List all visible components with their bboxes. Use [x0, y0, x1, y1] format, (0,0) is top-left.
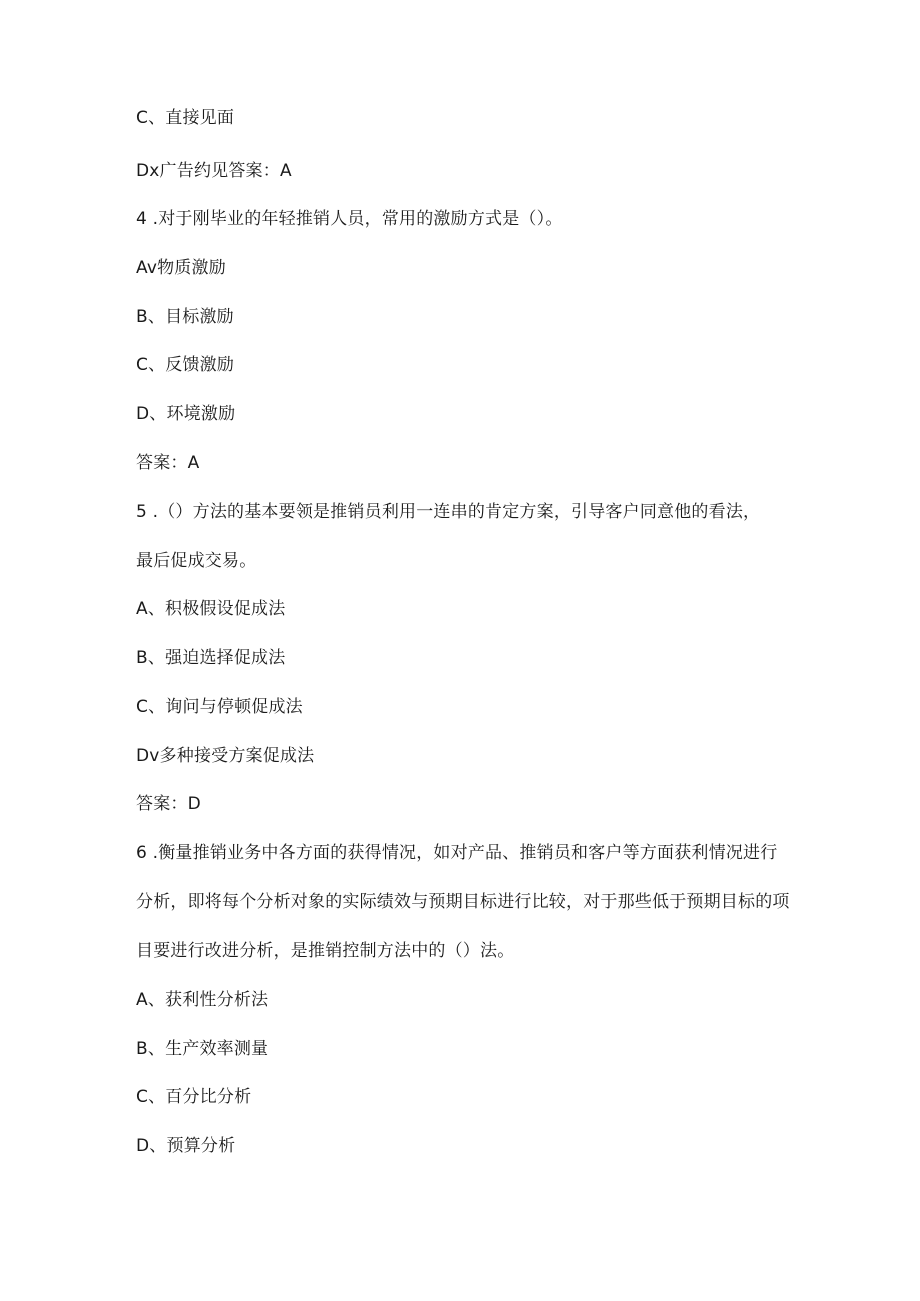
- question-4: 4 .对于刚毕业的年轻推销人员，常用的激励方式是（）。: [136, 209, 563, 229]
- option-a-q4: Av物质激励: [136, 258, 226, 278]
- option-a-q6: A、获利性分析法: [136, 990, 269, 1010]
- option-d-q6: D、预算分析: [136, 1136, 236, 1156]
- option-d-q5: Dv多种接受方案促成法: [136, 746, 315, 766]
- option-b-q6: B、生产效率测量: [136, 1039, 269, 1059]
- question-5-line-1: 5 .（）方法的基本要领是推销员利用一连串的肯定方案，引导客户同意他的看法，: [136, 502, 761, 522]
- question-6-line-3: 目要进行改进分析，是推销控制方法中的（）法。: [136, 941, 515, 961]
- answer-q4: 答案：A: [136, 453, 200, 473]
- option-c-q5: C、询问与停顿促成法: [136, 697, 303, 717]
- option-c-q6: C、百分比分析: [136, 1087, 252, 1107]
- question-6-line-2: 分析，即将每个分析对象的实际绩效与预期目标进行比较，对于那些低于预期目标的项: [136, 892, 790, 912]
- option-c-q3: C、直接见面: [136, 108, 235, 128]
- question-5-line-2: 最后促成交易。: [136, 551, 257, 571]
- option-a-q5: A、积极假设促成法: [136, 599, 286, 619]
- option-d-answer-q3: Dx广告约见答案：A: [136, 161, 292, 181]
- answer-q5: 答案：D: [136, 794, 201, 814]
- option-b-q5: B、强迫选择促成法: [136, 648, 286, 668]
- option-d-q4: D、环境激励: [136, 404, 236, 424]
- option-b-q4: B、目标激励: [136, 307, 234, 327]
- question-6-line-1: 6 .衡量推销业务中各方面的获得情况，如对产品、推销员和客户等方面获利情况进行: [136, 843, 778, 863]
- option-c-q4: C、反馈激励: [136, 355, 235, 375]
